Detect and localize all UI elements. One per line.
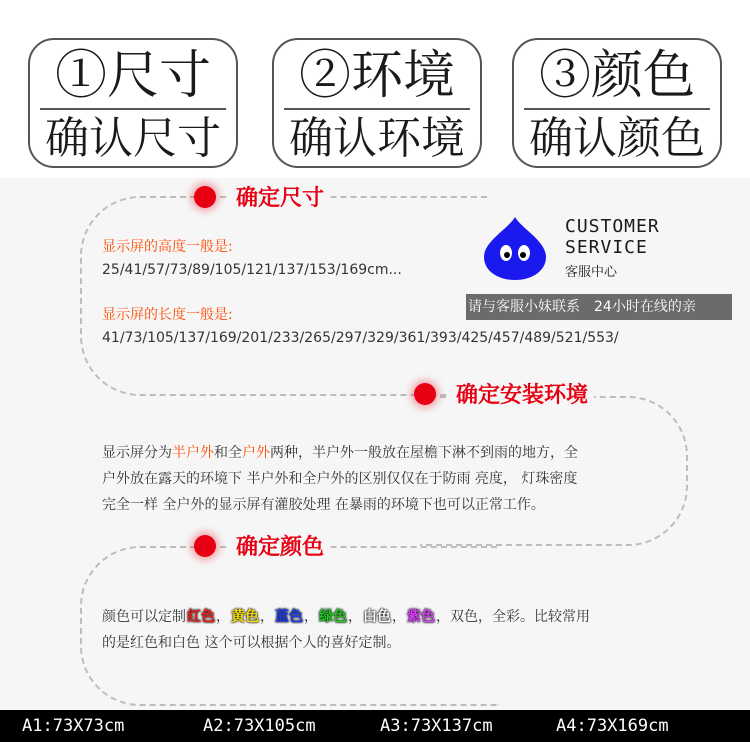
color-chip: 红色: [187, 609, 215, 625]
separator: ，: [348, 609, 362, 625]
size-bar: [0, 710, 750, 742]
separator: ，: [392, 609, 406, 625]
header-steps: [0, 0, 750, 178]
red-dot-icon: [194, 186, 216, 208]
text: 两种，半户外一般放在屋檐下淋不到雨的地方，全: [270, 445, 578, 461]
outdoor-highlight: 户外: [242, 445, 270, 461]
color-chip: 白色: [363, 609, 391, 625]
step-card-size: [28, 38, 238, 168]
divider: [40, 108, 226, 110]
size-option-a2: A2:73X105cm: [203, 716, 316, 736]
color-chip: 紫色: [407, 609, 435, 625]
step-title: ③颜色: [538, 46, 695, 106]
customer-label: CUSTOMER: [565, 216, 660, 237]
customer-service-mascot-icon: [482, 215, 548, 281]
height-values: 25/41/57/73/89/105/121/137/153/169cm...: [102, 262, 402, 278]
color-paragraph: [102, 604, 682, 656]
length-label: 显示屏的长度一般是:: [102, 307, 233, 323]
separator: ，: [260, 609, 274, 625]
length-values: 41/73/105/137/169/201/233/265/297/329/361/393/425/457/489/521/553/: [102, 330, 619, 346]
color-chip: 黄色: [231, 609, 259, 625]
contact-banner: 请与客服小妹联系 24小时在线的亲: [466, 294, 732, 320]
color-line-1: [102, 604, 682, 630]
text: 显示屏分为: [102, 445, 172, 461]
section-heading-environment: 确定安装环境: [450, 378, 594, 409]
environment-paragraph: [102, 440, 672, 518]
environment-line-1: [102, 440, 672, 466]
step-card-environment: [272, 38, 482, 168]
environment-line-2: 户外放在露天的环境下 半户外和全户外的区别仅仅在于防雨 亮度， 灯珠密度: [102, 471, 578, 487]
dashed-path-1: [80, 196, 490, 396]
semi-outdoor-highlight: 半户外: [172, 445, 214, 461]
red-dot-icon: [414, 383, 436, 405]
color-chip: 绿色: [319, 609, 347, 625]
height-label: 显示屏的高度一般是:: [102, 239, 233, 255]
step-subtitle: 确认环境: [289, 113, 465, 164]
size-option-a1: A1:73X73cm: [22, 716, 125, 736]
environment-line-3: 完全一样 全户外的显示屏有灌胶处理 在暴雨的环境下也可以正常工作。: [102, 497, 545, 513]
step-subtitle: 确认颜色: [529, 113, 705, 164]
separator: ，: [216, 609, 230, 625]
red-dot-icon: [194, 535, 216, 557]
section-heading-size: 确定尺寸: [230, 181, 330, 212]
service-label: SERVICE: [565, 237, 648, 258]
color-line-2: 的是红色和白色 这个可以根据个人的喜好定制。: [102, 635, 401, 651]
step-title: ②环境: [298, 46, 455, 106]
size-option-a3: A3:73X137cm: [380, 716, 493, 736]
step-title: ①尺寸: [54, 46, 211, 106]
step-card-color: [512, 38, 722, 168]
text: 颜色可以定制: [102, 609, 186, 625]
section-heading-color: 确定颜色: [230, 530, 330, 561]
divider: [284, 108, 470, 110]
divider: [524, 108, 710, 110]
separator: ，: [304, 609, 318, 625]
text: 双色，全彩。比较常用: [450, 609, 590, 625]
text: 和全: [214, 445, 242, 461]
separator: ，: [436, 609, 450, 625]
service-center-label: 客服中心: [565, 265, 618, 280]
step-subtitle: 确认尺寸: [45, 113, 221, 164]
size-option-a4: A4:73X169cm: [556, 716, 669, 736]
color-chip: 蓝色: [275, 609, 303, 625]
color-chips: [186, 609, 450, 625]
